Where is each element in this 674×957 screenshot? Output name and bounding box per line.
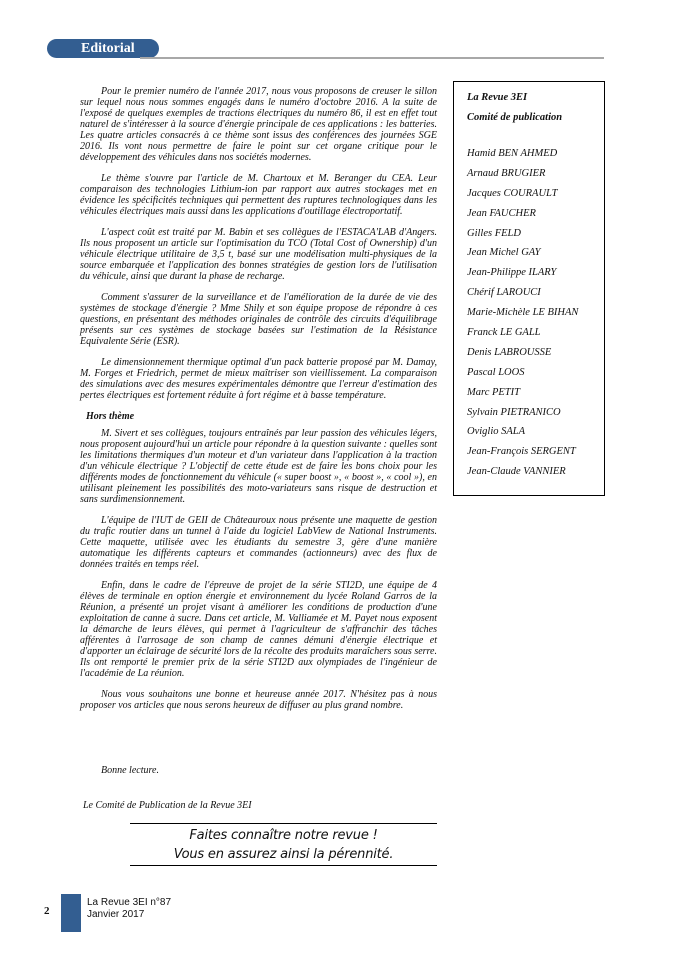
committee-member: Jean FAUCHER (467, 207, 536, 219)
paragraph: Enfin, dans le cadre de l'épreuve de projet de la série STI2D, une équipe de 4 élèves de terminale en option énergie et environnement du lycée Roland Garros de la Réunion, a présenté un projet visant à améliorer les conditions de production d'une exploitation de canne à sucre. Dans cet article, M. Valliamée et M. Payet nous exposent la démarche de leurs élèves, qui permet à l'agriculteur de s'affranchir des tâches afférentes à l'arrosage de son champ de cannes démuni d'énergie électrique et d'apporter un éclairage de sécurité lors de la récolte des produits maraîchers sous serre. Ils ont remporté le premier prix de la série STI2D aux olympiades de l'ingénieur de l'académie de La réunion. (80, 580, 437, 679)
footer-publication-info (87, 897, 171, 921)
committee-sidebar (453, 81, 605, 496)
paragraph: Comment s'assurer de la surveillance et de l'amélioration de la durée de vie des systèmes de stockage d'énergie ? Mme Shily et son équipe propose de répondre à ces questions, en présentant des méthodes originales de contrôle des circuits d'équilibrage présents sur ces systèmes de stockage basées sur l'estimation de la Résistance Equivalente Série (ESR). (80, 292, 437, 347)
paragraph: Nous vous souhaitons une bonne et heureuse année 2017. N'hésitez pas à nous proposer vos articles que nous serons heureux de diffuser au plus grand nombre. (80, 689, 437, 711)
committee-member: Hamid BEN AHMED (467, 148, 558, 159)
committee-member: Jean-Claude VANNIER (467, 466, 566, 478)
paragraph: L'aspect coût est traité par M. Babin et ses collègues de l'ESTACA'LAB d'Angers. Ils nous proposent un article sur l'optimisation du TCO (Total Cost of Ownership) d'un véhicule électrique utilitaire de 3,5 t, basé sur une modélisation multi-physiques de la source embarquée et l'application des bonnes stratégies de gestion lors de l'utilisation du véhicule, ainsi que durant la phase de recharge. (80, 227, 437, 282)
subheading-hors-theme: Hors thème (86, 411, 135, 422)
committee-member: Arnaud BRUGIER (467, 167, 546, 179)
paragraph: Le thème s'ouvre par l'article de M. Chartoux et M. Beranger du CEA. Leur comparaison des technologies Lithium-ion par rapport aux autres stockages met en évidence les spécificités techniques qui permettent des ruptures technologiques dans les véhicules électriques mais aussi dans les applications d'outillage électroportatif. (80, 173, 437, 217)
committee-member: Denis LABROUSSE (467, 346, 552, 358)
closing-line: Bonne lecture. (101, 765, 159, 776)
editorial-body (80, 86, 437, 721)
promo-quote (130, 823, 437, 866)
committee-member: Pascal LOOS (467, 366, 525, 378)
committee-member: Jean-François SERGENT (467, 446, 576, 458)
paragraph: Pour le premier numéro de l'année 2017, nous vous proposons de creuser le sillon sur lequel nous nous sommes engagés dans le numéro d'octobre 2016. A la suite de l'exposé de quelques exemples de tractions électriques du numéro 86, il est en effet tout naturel de s'intéresser à la source d'énergie principale de ces applications : les batteries. Les quatre articles consacrés à ce thème sont issus des conférences des journées SGE 2016. Ils vont nous permettre de faire le point sur cet organe critique pour le développement des véhicules dans nos sociétés modernes. (80, 86, 437, 163)
committee-member: Franck LE GALL (467, 327, 541, 339)
sidebar-subtitle: Comité de publication (467, 112, 563, 123)
committee-member: Chérif LAROUCI (467, 287, 541, 299)
committee-member: Jean-Philippe ILARY (467, 267, 557, 279)
promo-line-1: Faites connaître notre revue ! (189, 828, 378, 843)
committee-member: Sylvain PIETRANICO (467, 406, 561, 418)
footer-color-bar (61, 894, 81, 932)
header-rule (140, 57, 604, 59)
signature: Le Comité de Publication de la Revue 3EI (83, 800, 252, 811)
footer-date: Janvier 2017 (87, 909, 145, 920)
footer-publication: La Revue 3EI n°87 (87, 897, 172, 908)
promo-line-2: Vous en assurez ainsi la pérennité. (173, 847, 394, 862)
paragraph: M. Sivert et ses collègues, toujours entraînés par leur passion des véhicules légers, nous proposent aujourd'hui un article pour répondre à la question suivante : quelles sont les limitations thermiques d'un moteur et d'un variateur dans l'application à la traction d'un véhicule électrique ? L'objectif de cette étude est de faire les bons choix pour les différents modes de fonctionnement du véhicule (« super boost », « boost », « cool »), en utilisant pleinement les possibilités des moto-variateurs sans risque de destruction et sans surdimensionnement. (80, 428, 437, 505)
paragraph: L'équipe de l'IUT de GEII de Châteauroux nous présente une maquette de gestion du trafic routier dans un tunnel à l'aide du logiciel LabView de National Instruments. Cette maquette, utilisée avec les étudiants du semestre 3, gère d'une manière automatique les différents capteurs et commandes (actionneurs) avec des flux de données traités en temps réel. (80, 515, 437, 570)
committee-member: Marc PETIT (467, 386, 520, 398)
committee-member: Jean Michel GAY (467, 247, 541, 259)
committee-member: Gilles FELD (467, 227, 521, 239)
paragraph: Le dimensionnement thermique optimal d'un pack batterie proposé par M. Damay, M. Forges et Friedrich, permet de mieux maîtriser son vieillissement. La comparaison des simulations avec des mesures expérimentales démontre que l'erreur d'estimation des pertes électriques est fortement réduite à fort régime et à basse température. (80, 357, 437, 401)
section-label-editorial: Editorial (47, 39, 159, 58)
page-number: 2 (44, 905, 50, 917)
committee-member: Oviglio SALA (467, 426, 526, 438)
committee-member: Marie-Michèle LE BIHAN (467, 307, 579, 319)
sidebar-title: La Revue 3EI (467, 92, 528, 103)
committee-member: Jacques COURAULT (467, 187, 558, 199)
